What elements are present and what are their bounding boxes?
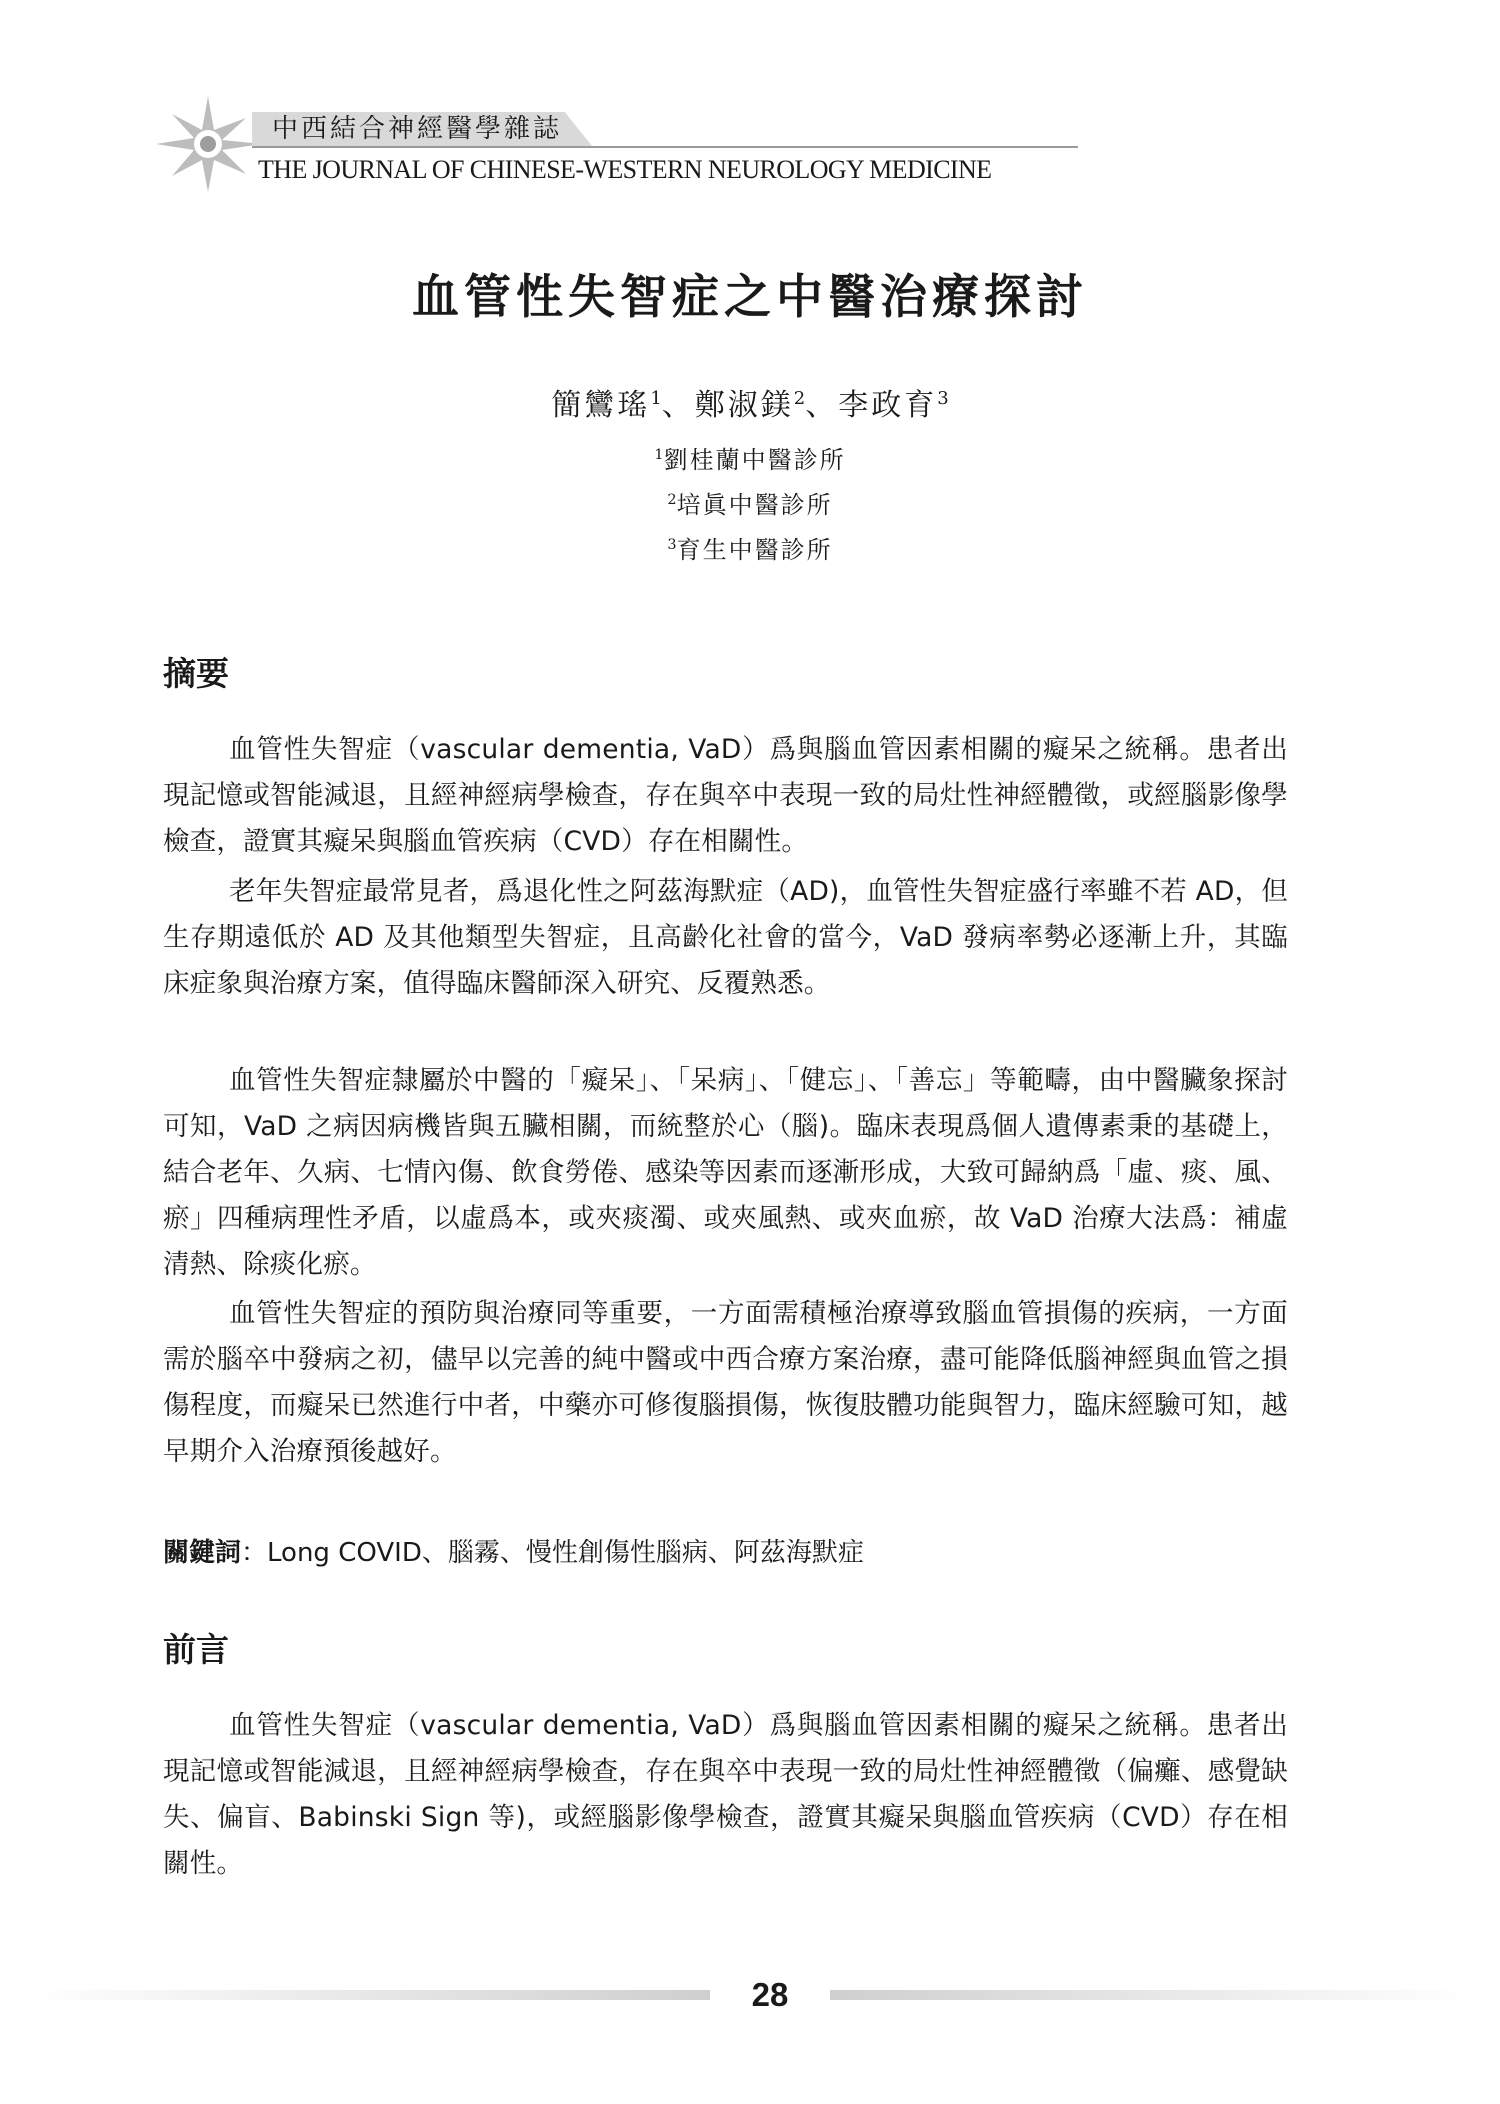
keywords-line [163,1533,864,1573]
article-title: 血管性失智症之中醫治療探討 [412,270,1088,325]
affiliation-mark: 2 [667,492,677,508]
introduction-paragraph: 血管性失智症（vascular dementia, VaD）爲與腦血管因素相關的癡呆之統稱。患者出現記憶或智能減退，且經神經病學檢查，存在與卒中表現一致的局灶性神經體徵（偏癱、感覺缺失、偏盲、Babinski Sign 等)，或經腦影像學檢查，證實其癡呆與腦血管疾病（CVD）存在相關性。 [163,1710,1288,1879]
affiliation-item [0,438,1500,483]
introduction-heading: 前言 [163,1630,229,1669]
author-affiliation-mark: 3 [937,388,949,409]
abstract-heading: 摘要 [163,654,229,693]
author-affiliation-mark: 2 [793,388,806,409]
keywords-label: 關鍵詞 [163,1538,242,1568]
affiliation-name: 培眞中醫診所 [676,491,833,519]
page-number: 28 [751,1976,789,2013]
author-name: 李政育 [838,388,938,423]
affiliation-mark: 3 [667,537,677,553]
author-list [0,384,1500,428]
affiliation-list [0,438,1500,573]
author-name: 簡鸞瑤 [551,388,651,423]
author-separator: 、 [805,388,839,423]
footer-bar-right [830,1990,1470,2000]
abstract-paragraph: 老年失智症最常見者，爲退化性之阿茲海默症（AD)，血管性失智症盛行率雖不若 AD，但生存期遠低於 AD 及其他類型失智症，且高齡化社會的當今，VaD 發病率勢必逐漸上升，其臨床症象與治療方案，值得臨床醫師深入研究、反覆熟悉。 [163,876,1288,999]
affiliation-item [0,528,1500,573]
author-separator: 、 [661,388,695,423]
affiliation-item [0,483,1500,528]
keywords-text: ：Long COVID、腦霧、慢性創傷性腦病、阿茲海默症 [241,1538,864,1568]
abstract-paragraph: 血管性失智症的預防與治療同等重要，一方面需積極治療導致腦血管損傷的疾病，一方面需於腦卒中發病之初，儘早以完善的純中醫或中西合療方案治療，盡可能降低腦神經與血管之損傷程度，而癡呆已然進行中者，中藥亦可修復腦損傷，恢復肢體功能與智力，臨床經驗可知，越早期介入治療預後越好。 [163,1298,1288,1467]
affiliation-mark: 1 [654,447,664,463]
journal-name-english: THE JOURNAL OF CHINESE-WESTERN NEUROLOGY MEDICINE [258,155,992,184]
affiliation-name: 劉桂蘭中醫診所 [663,446,846,474]
author-affiliation-mark: 1 [650,388,662,409]
affiliation-name: 育生中醫診所 [676,536,833,564]
author-name: 鄭淑鎂 [694,388,794,423]
header-divider [252,146,1078,148]
footer-bar-left [30,1990,710,2000]
journal-name-chinese: 中西結合神經醫學雜誌 [272,114,563,144]
abstract-paragraph: 血管性失智症（vascular dementia, VaD）爲與腦血管因素相關的癡呆之統稱。患者出現記憶或智能減退，且經神經病學檢查，存在與卒中表現一致的局灶性神經體徵，或經腦影像學檢查，證實其癡呆與腦血管疾病（CVD）存在相關性。 [163,734,1288,857]
abstract-paragraph: 血管性失智症隸屬於中醫的「癡呆」、「呆病」、「健忘」、「善忘」等範疇，由中醫臟象探討可知，VaD 之病因病機皆與五臟相關，而統整於心（腦)。臨床表現爲個人遺傳素秉的基礎上，結合老年、久病、七情內傷、飲食勞倦、感染等因素而逐漸形成，大致可歸納爲「虛、痰、風、瘀」四種病理性矛盾，以虛爲本，或夾痰濁、或夾風熱、或夾血瘀，故 VaD 治療大法爲：補虛清熱、除痰化瘀。 [163,1065,1288,1280]
